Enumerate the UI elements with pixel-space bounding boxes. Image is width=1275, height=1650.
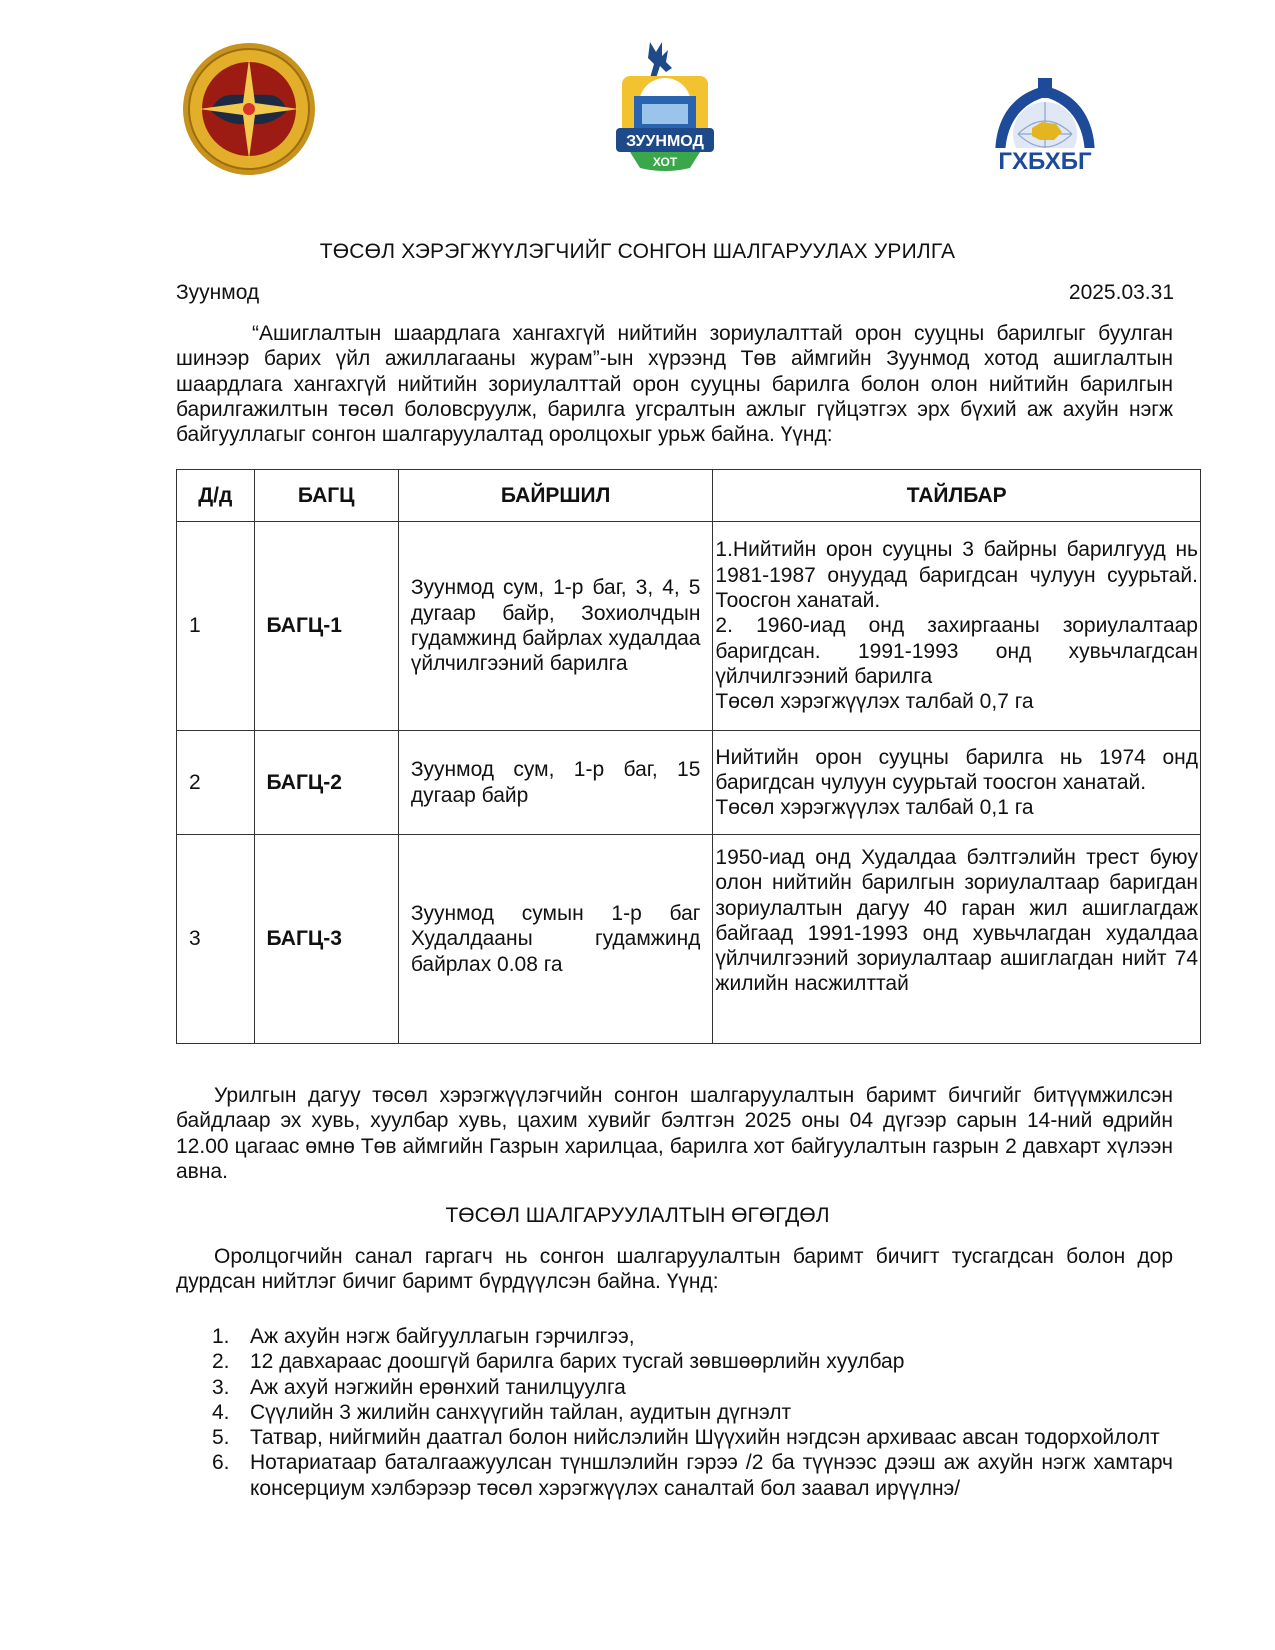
zuunmod-logo-subtext: ХОТ (652, 155, 678, 169)
list-item (176, 1425, 1173, 1450)
document-title: ТӨСӨЛ ХЭРЭГЖҮҮЛЭГЧИЙГ СОНГОН ШАЛГАРУУЛАХ УРИЛГА (319, 240, 956, 263)
list-item-text: Аж ахуй нэгжийн ерөнхий танилцуулга (250, 1375, 626, 1399)
list-item (176, 1349, 1173, 1374)
document-date: 2025.03.31 (1068, 281, 1174, 304)
list-item-number: 2. (212, 1350, 230, 1374)
list-item-text: Сүүлийн 3 жилийн санхүүгийн тайлан, аудитын дүгнэлт (250, 1400, 792, 1424)
gxbxbg-logo (982, 78, 1108, 174)
section-subtitle: ТӨСӨЛ ШАЛГАРУУЛАЛТЫН ӨГӨГДӨЛ (445, 1204, 830, 1227)
zuunmod-logo-text: ЗУУНМОД (626, 133, 704, 150)
row-number: 3 (177, 835, 255, 1044)
list-item (176, 1400, 1173, 1425)
row-note-line: Төсөл хэрэгжүүлэх талбай 0,7 га (715, 690, 1034, 714)
list-item-number: 4. (212, 1400, 230, 1424)
row-note-line: Нийтийн орон сууцны барилга нь 1974 онд баригдсан чулуун суурьтай тоосгон ханатай. (715, 745, 1198, 794)
row-note-line: 1950-иад онд Худалдаа бэлтгэлийн трест буюу олон нийтийн барилгын зориулалтаар баригдан зориулалтын дагуу 40 гаран жил ашиглагдаж байгаад 1991-1993 онд хувьчлагдан худалдаа үйлчилгээний зориулалтаар ашиглагдан нийт 74 жилийн насжилттай (715, 846, 1198, 996)
list-item-text: Аж ахуйн нэгж байгууллагын гэрчилгээ, (250, 1325, 635, 1348)
lots-table (176, 469, 1201, 1044)
gxbxbg-logo-text: ГХБХБГ (998, 148, 1092, 174)
list-item (176, 1375, 1173, 1400)
row-number: 1 (177, 522, 255, 731)
row-lot: БАГЦ-3 (254, 835, 398, 1044)
header-lot: БАГЦ (254, 470, 398, 522)
header-note: ТАЙЛБАР (713, 470, 1201, 522)
list-item (176, 1450, 1173, 1501)
list-item-text: Нотариатаар баталгаажуулсан түншлэлийн гэрээ /2 ба түүнээс дээш аж ахуйн нэгж хамтарч консерциум хэлбэрээр төсөл хэрэгжүүлэх саналтай бол заавал ирүүлнэ/ (250, 1451, 1173, 1500)
row-note-line: Төсөл хэрэгжүүлэх талбай 0,1 га (715, 796, 1034, 820)
row-note (713, 731, 1201, 835)
list-item-number: 1. (212, 1325, 230, 1348)
submission-paragraph: Урилгын дагуу төсөл хэрэгжүүлэгчийн сонгон шалгаруулалтын баримт бичгийг битүүмжилсэн байдлаар эх хувь, хуулбар хувь, цахим хувийг бэлтгэн 2025 оны 04 дүгээр сарын 14-ний өдрийн 12.00 цагаас өмнө Төв аймгийн Газрын харилцаа, барилга хот байгуулалтын газрын 2 давхарт хүлээн авна. (176, 1084, 1173, 1183)
row-note (713, 835, 1201, 1044)
row-lot: БАГЦ-2 (254, 731, 398, 835)
row-location-text: Зуунмод сум, 1-р баг, 15 дугаар байр (410, 758, 701, 807)
header-number: Д/д (177, 470, 255, 522)
header-location: БАЙРШИЛ (398, 470, 713, 522)
emergency-agency-logo (181, 41, 317, 177)
row-location-text: Зуунмод сумын 1-р баг Худалдааны гудамжинд байрлах 0.08 га (410, 902, 701, 976)
zuunmod-city-logo (610, 38, 720, 174)
requirements-list (176, 1324, 1173, 1501)
row-note-line: 2. 1960-иад онд захиргааны зориулалтаар баригдсан. 1991-1993 онд хувьчлагдсан үйлчилгээний барилга (715, 614, 1198, 688)
table-header-row (177, 470, 1201, 522)
table-row (177, 522, 1201, 731)
row-number: 2 (177, 731, 255, 835)
list-item (176, 1324, 1173, 1349)
row-location (398, 731, 713, 835)
requirements-intro-paragraph: Оролцогчийн санал гаргагч нь сонгон шалгаруулалтын баримт бичигт тусгагдсан болон дор дурдсан нийтлэг бичиг баримт бүрдүүлсэн байна. Үүнд: (176, 1245, 1173, 1294)
row-note-line: 1.Нийтийн орон сууцны 3 байрны барилгууд нь 1981-1987 онуудад баригдсан чулуун суурьтай. Тоосгон ханатай. (715, 538, 1198, 613)
list-item-number: 5. (212, 1426, 230, 1450)
row-location-text: Зуунмод сум, 1-р баг, 3, 4, 5 дугаар байр, Зохиолчдын гудамжинд байрлах худалдаа үйлчилгээний барилга (410, 576, 701, 676)
list-item-text: Татвар, нийгмийн даатгал болон нийслэлийн Шүүхийн нэгдсэн архиваас авсан тодорхойлолт (250, 1426, 1160, 1450)
list-item-text: 12 давхараас доошгүй барилга барих тусгай зөвшөөрлийн хуулбар (250, 1350, 905, 1374)
intro-paragraph: “Ашиглалтын шаардлага хангахгүй нийтийн зориулалттай орон сууцны барилгыг буулган шинээр барих үйл ажиллагааны журам”-ын хүрээнд Төв аймгийн Зуунмод хотод ашиглалтын шаардлага хангахгүй нийтийн зориулалттай орон сууцны барилга болон олон нийтийн барилгын барилгажилтын төсөл боловсруулж, барилга угсралтын ажлыг гүйцэтгэх эрх бүхий аж ахуйн нэгж байгууллагыг сонгон шалгаруулалтад оролцохыг урьж байна. Үүнд: (176, 322, 1173, 447)
place-name: Зуунмод (176, 281, 260, 304)
table-row (177, 835, 1201, 1044)
list-item-number: 6. (212, 1451, 230, 1475)
row-lot: БАГЦ-1 (254, 522, 398, 731)
row-location (398, 522, 713, 731)
row-note (713, 522, 1201, 731)
table-row (177, 731, 1201, 835)
row-location (398, 835, 713, 1044)
list-item-number: 3. (212, 1375, 230, 1399)
